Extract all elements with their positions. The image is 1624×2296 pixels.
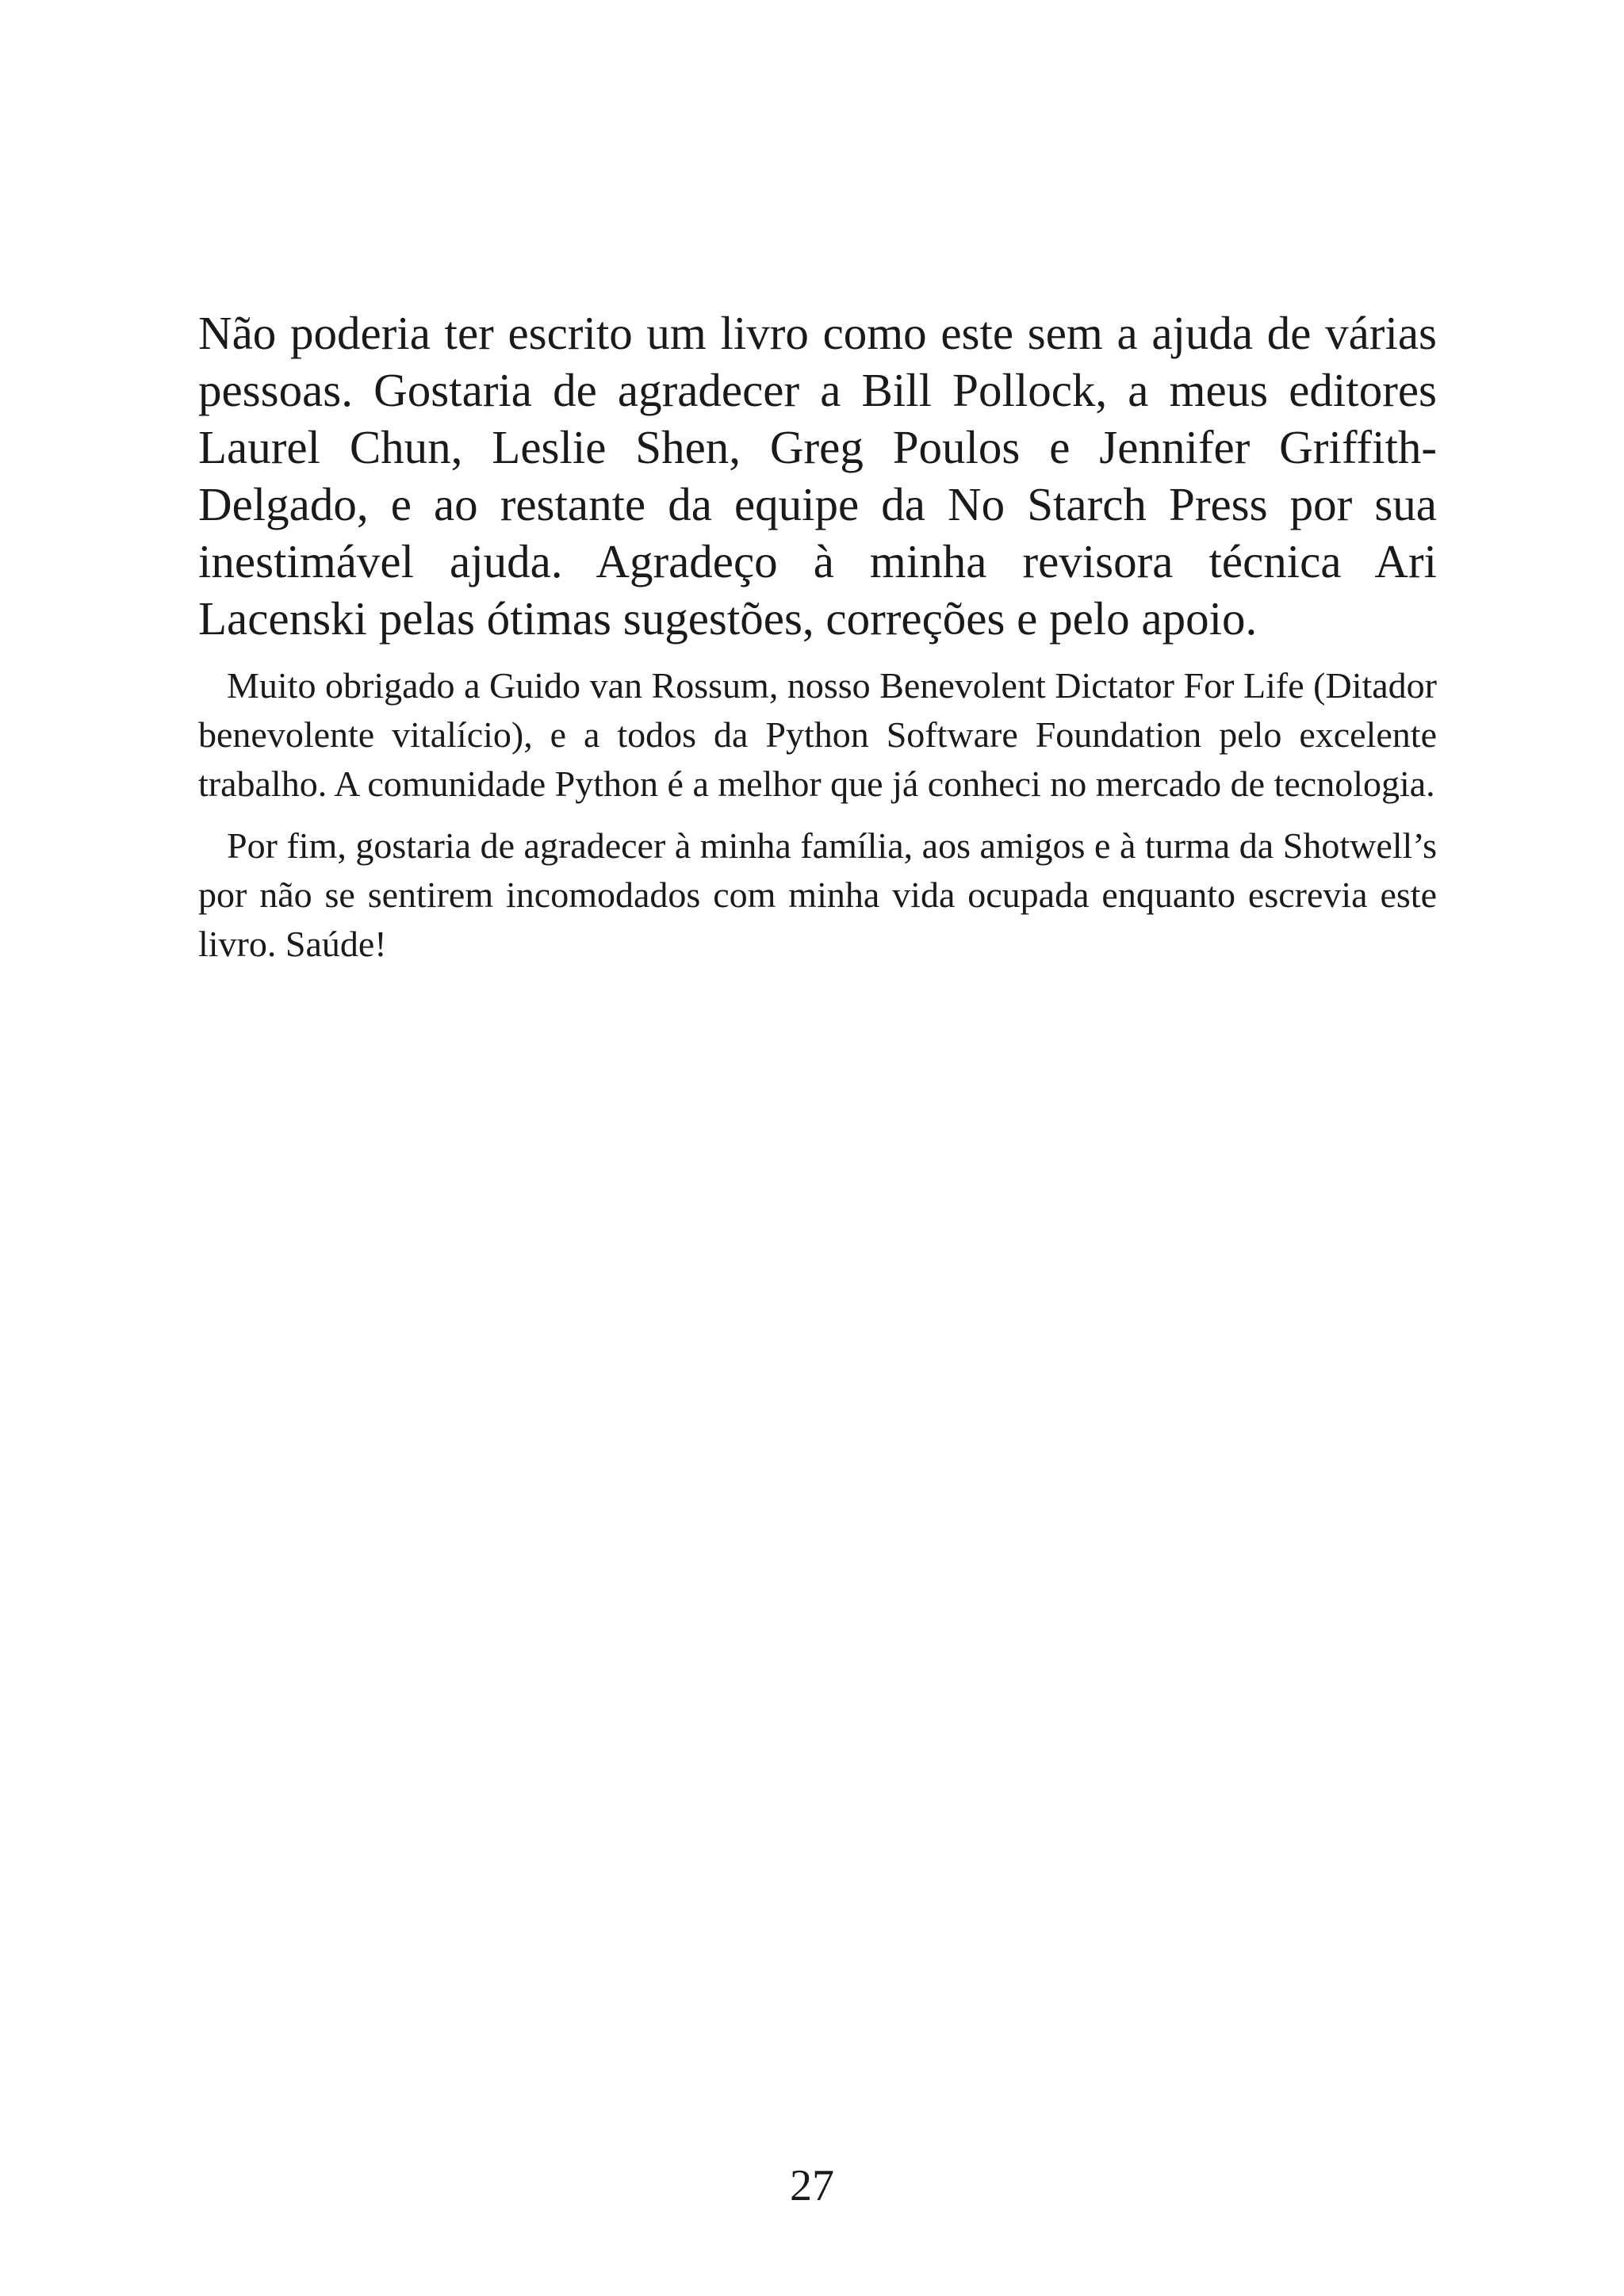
lead-paragraph: Não poderia ter escrito um livro como este sem a ajuda de várias pessoas. Gostaria de agradecer a Bill Pollock, a meus editores Laurel Chun, Leslie Shen, Greg Poulos e Jennifer Griffith-Delgado, e ao restante da equipe da No Starch Press por sua inestimável ajuda. Agradeço à minha revisora técnica Ari Lacenski pelas ótimas sugestões, correções e pelo apoio. xyxy=(198,307,1437,645)
acknowledgments-text xyxy=(198,304,1437,969)
body-paragraph: Por fim, gostaria de agradecer à minha família, aos amigos e à turma da Shotwell’s por não se sentirem incomodados com minha vida ocupada enquanto escrevia este livro. Saúde! xyxy=(198,825,1437,964)
page-number: 27 xyxy=(790,2161,834,2210)
body-paragraph: Muito obrigado a Guido van Rossum, nosso Benevolent Dictator For Life (Ditador benevolente vitalício), e a todos da Python Software Foundation pelo excelente trabalho. A comunidade Python é a melhor que já conheci no mercado de tecnologia. xyxy=(198,665,1437,804)
